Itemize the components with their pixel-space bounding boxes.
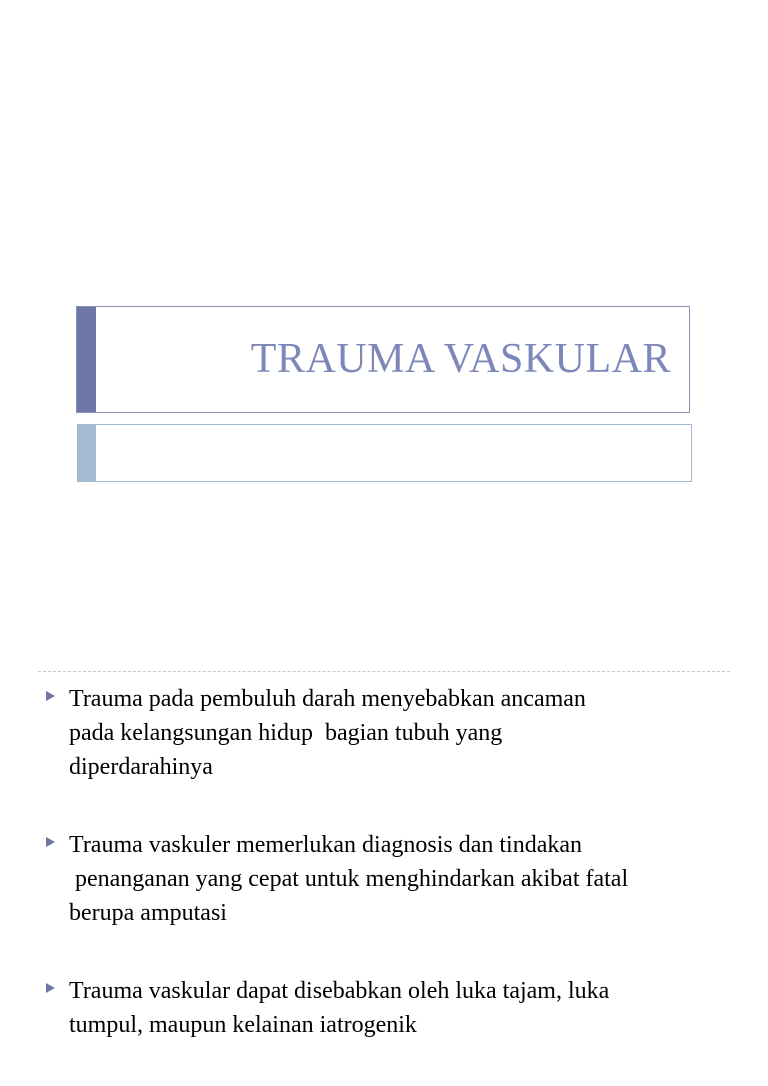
bullet-text-line: diperdarahinya <box>69 754 213 780</box>
bullet-text-line: Trauma pada pembuluh darah menyebabkan ancaman <box>69 686 586 712</box>
bullet-item-1 <box>0 682 768 784</box>
subtitle-accent-bar <box>78 425 96 481</box>
bullet-text-line: tumpul, maupun kelainan iatrogenik <box>69 1012 417 1038</box>
bullet-arrow-icon <box>46 837 55 847</box>
bullet-text-line: berupa amputasi <box>69 900 227 926</box>
subtitle-box <box>77 424 692 482</box>
bullet-arrow-icon <box>46 691 55 701</box>
bullet-text-line: Trauma vaskuler memerlukan diagnosis dan tindakan <box>69 832 582 858</box>
bullet-text-line: penanganan yang cepat untuk menghindarkan akibat fatal <box>69 866 629 892</box>
bullet-text-line: Trauma vaskular dapat disebabkan oleh luka tajam, luka <box>69 978 610 1004</box>
title-accent-bar <box>77 307 96 412</box>
page-separator <box>38 671 730 672</box>
bullet-item-2 <box>0 828 768 930</box>
slide-title: TRAUMA VASKULAR <box>250 336 671 382</box>
bullet-list <box>0 682 768 1086</box>
bullet-arrow-icon <box>46 983 55 993</box>
bullet-item-3 <box>0 974 768 1042</box>
title-box <box>76 306 690 413</box>
bullet-text-line: pada kelangsungan hidup bagian tubuh yang <box>69 720 503 746</box>
